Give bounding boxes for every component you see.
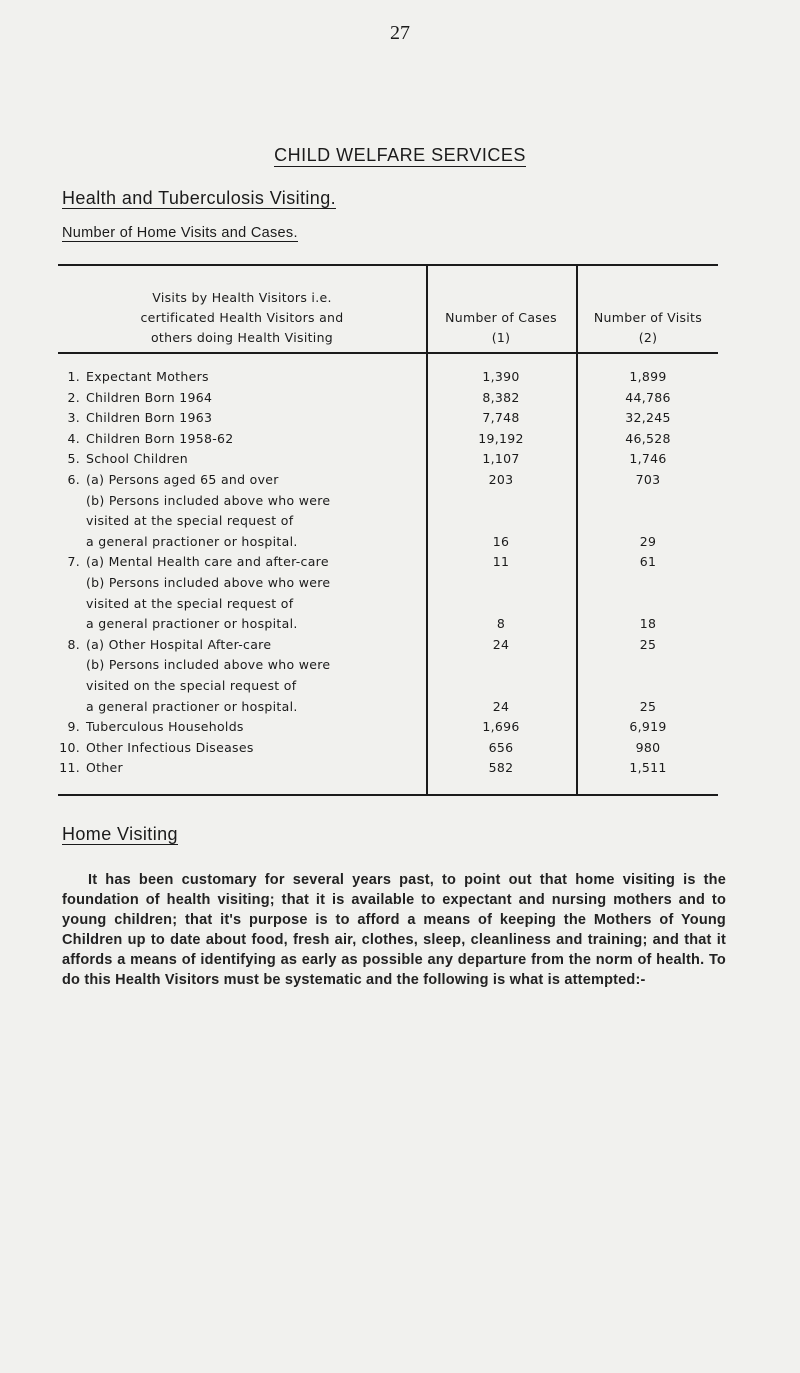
table-row [58, 388, 718, 407]
visits-value: 29 [639, 533, 657, 549]
cases-value: 19,192 [478, 430, 524, 446]
table-row [58, 738, 718, 757]
table-row [58, 532, 718, 551]
header-line: Visits by Health Visitors i.e. [152, 290, 332, 305]
table-row [58, 635, 718, 654]
row-label: Other Infectious Diseases [86, 739, 254, 755]
cases-value: 8,382 [482, 389, 520, 405]
row-label: (a) Persons aged 65 and over [86, 472, 279, 487]
visits-value: 18 [639, 616, 657, 632]
header-line: (2) [638, 330, 658, 345]
table-row [58, 697, 718, 716]
header-line: others doing Health Visiting [150, 330, 334, 345]
table-row [58, 717, 718, 736]
table-row [58, 449, 718, 468]
table-row [58, 594, 718, 613]
table-row [58, 491, 718, 510]
cases-value: 16 [492, 533, 510, 549]
cases-value: 11 [492, 554, 510, 570]
row-number: 5. [67, 451, 80, 467]
row-label: Children Born 1964 [86, 389, 213, 405]
cases-value: 1,107 [482, 451, 520, 467]
visits-table [58, 264, 718, 796]
visits-value: 1,511 [629, 760, 667, 776]
row-label: (a) Mental Health care and after-care [86, 554, 329, 570]
section-subtitle-text: Health and Tuberculosis Visiting. [62, 188, 337, 208]
table-header-rule [58, 352, 718, 354]
row-label: School Children [86, 451, 188, 467]
visits-value: 1,746 [629, 451, 667, 467]
row-label: (b) Persons included above who were [86, 492, 331, 508]
table-row [58, 614, 718, 633]
table-row [58, 408, 718, 427]
row-label: Tuberculous Households [86, 719, 244, 735]
table-top-rule [58, 264, 718, 266]
cases-value: 24 [492, 636, 510, 652]
home-visiting-paragraph: It has been customary for several years past, to point out that home visiting is the foundation of health visiting; that it is available to expectant and nursing mothers and to young children; that it's purpose is to afford a means of keeping the Mothers of Young Children up to date about food, fresh air, clothes, sleep, cleanliness and training; and that it affords a means of identifying as early as possible any departure from the norm of health. To do this Health Visitors must be systematic and the following is what is attempted:- [62, 872, 726, 988]
row-label: Children Born 1958-62 [86, 430, 234, 446]
visits-value: 980 [635, 739, 661, 755]
row-label: (b) Persons included above who were [86, 575, 331, 590]
header-line: (1) [491, 330, 511, 345]
table-caption [62, 225, 298, 241]
visits-value: 46,528 [625, 430, 671, 446]
row-label: a general practioner or hospital. [86, 533, 298, 549]
cases-value: 1,390 [482, 369, 520, 384]
row-label: Children Born 1963 [86, 410, 213, 426]
visits-value: 25 [639, 698, 657, 714]
row-number: 3. [67, 410, 80, 426]
table-row [58, 676, 718, 695]
row-label: (b) Persons included above who were [86, 657, 331, 673]
table-caption-text: Number of Home Visits and Cases. [62, 225, 298, 241]
header-line: certificated Health Visitors and [140, 310, 344, 325]
page-number: 27 [390, 22, 410, 44]
cases-value: 7,748 [482, 410, 520, 426]
table-bottom-rule [58, 794, 718, 796]
header-visits-by [58, 288, 426, 348]
table-row [58, 758, 718, 777]
row-label: a general practioner or hospital. [86, 698, 298, 714]
cases-value: 582 [488, 760, 514, 776]
cases-value: 656 [488, 739, 514, 755]
row-number: 1. [67, 369, 80, 384]
visits-value: 6,919 [629, 719, 667, 735]
row-number: 10. [59, 739, 80, 755]
visits-value: 1,899 [629, 369, 667, 384]
table-row [58, 367, 718, 386]
header-number-of-visits [578, 308, 718, 348]
row-label: Other [86, 760, 123, 776]
table-row [58, 511, 718, 530]
cases-value: 1,696 [482, 719, 520, 735]
row-number: 2. [67, 389, 80, 405]
header-line: Number of Visits [593, 310, 703, 325]
row-label: Expectant Mothers [86, 369, 209, 384]
row-number: 9. [67, 719, 80, 735]
cases-value: 203 [488, 472, 514, 487]
table-row [58, 573, 718, 592]
cases-value: 24 [492, 698, 510, 714]
table-row [58, 429, 718, 448]
visits-value: 61 [639, 554, 657, 570]
section-subtitle [62, 188, 336, 209]
table-row [58, 655, 718, 674]
visits-value: 25 [639, 636, 657, 652]
table-row [58, 552, 718, 571]
row-label: a general practioner or hospital. [86, 616, 298, 632]
row-number: 4. [67, 430, 80, 446]
cases-value: 8 [496, 616, 506, 632]
row-label: visited at the special request of [86, 595, 294, 611]
visits-value: 703 [635, 472, 661, 487]
table-row [58, 470, 718, 489]
visits-value: 32,245 [625, 410, 671, 426]
page-title [0, 145, 800, 166]
visits-value: 44,786 [625, 389, 671, 405]
row-label: visited at the special request of [86, 513, 294, 529]
row-number: 8. [67, 636, 80, 652]
row-label: visited on the special request of [86, 678, 297, 693]
row-number: 11. [59, 760, 80, 776]
row-number: 7. [67, 554, 80, 570]
page-title-text: CHILD WELFARE SERVICES [274, 145, 526, 165]
home-visiting-heading-text: Home Visiting [62, 824, 178, 844]
row-label: (a) Other Hospital After-care [86, 636, 272, 652]
header-line: Number of Cases [445, 310, 557, 325]
row-number: 6. [67, 472, 80, 487]
home-visiting-heading [62, 824, 178, 845]
header-number-of-cases [426, 308, 576, 348]
